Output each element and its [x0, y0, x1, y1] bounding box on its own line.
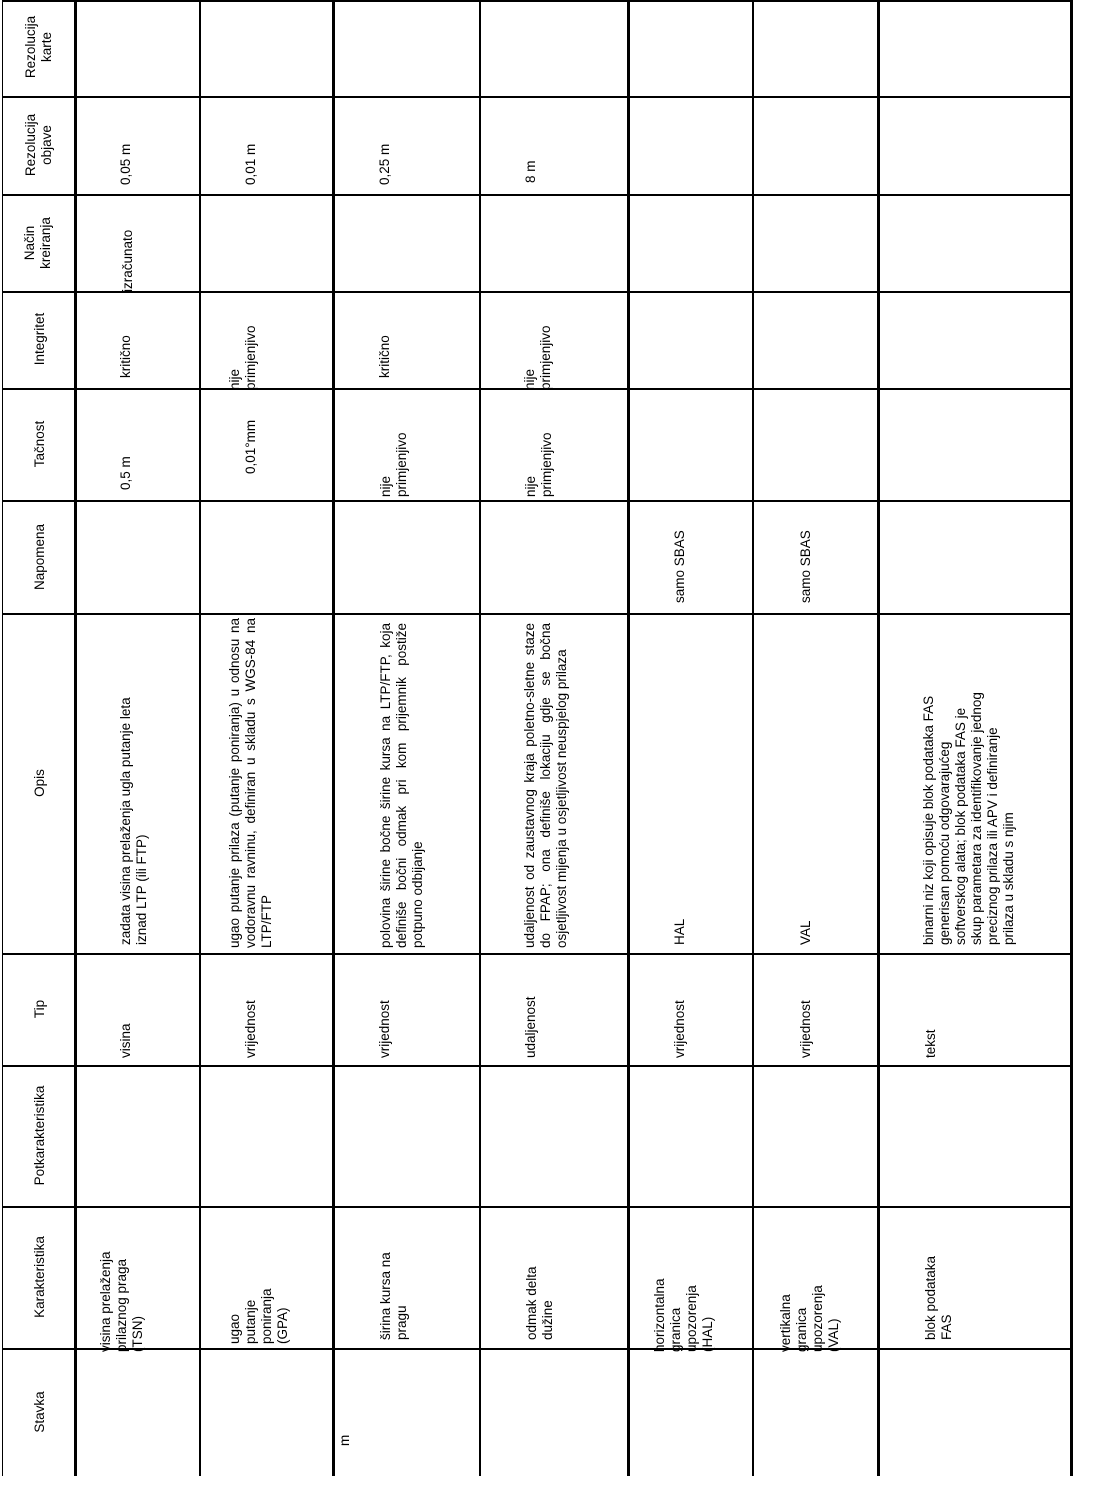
header-potkarakteristika: Potkarakteristika	[32, 1085, 47, 1186]
row3-tacnost: nije primjenjivo	[378, 432, 409, 497]
row3-integritet: kritično	[377, 335, 392, 378]
row4-opis: udaljenost od zaustavnog kraja poletno-sletne staze do FPAP; ona definiše lokaciju gdje se bočna osjetljivost mijenja u osjetljivost neuspjelog prilaza	[522, 623, 569, 948]
column-border	[2, 1065, 1073, 1067]
row5-opis: HAL	[672, 918, 687, 945]
column-border	[2, 96, 1073, 98]
row-border	[627, 0, 630, 1476]
row7-tip: tekst	[923, 1029, 938, 1058]
header-napomena: Napomena	[32, 523, 47, 591]
row5-napomena: samo SBAS	[672, 530, 687, 603]
row3-opis: polovina širine bočne širine kursa na LTP/FTP, koja definiše bočni odmak pri kom prijemnik postiže potpuno odbijanje	[378, 623, 425, 948]
row2-rezolucija-objave: 0,01 m	[243, 143, 258, 185]
row1-rezolucija-objave: 0,05 m	[118, 143, 133, 185]
row3-stavka: m	[337, 1434, 352, 1446]
header-opis: Opis	[32, 769, 47, 797]
row1-nacin-kreiranja: izračunato	[120, 229, 135, 292]
table-border-left	[2, 0, 3, 1476]
row1-karakteristika: visina prelaženja prilaznog praga (TSN)	[98, 1251, 145, 1352]
row1-tacnost: 0,5 m	[118, 456, 133, 490]
row6-karakteristika: vertikalna granica upozorenja (VAL)	[778, 1285, 841, 1352]
table-border-right	[1070, 0, 1073, 1476]
table-border-top	[2, 0, 1073, 2]
row3-rezolucija-objave: 0,25 m	[377, 143, 392, 185]
header-rezolucija-karte: Rezolucija karte	[23, 15, 54, 79]
row4-tip: udaljenost	[523, 996, 538, 1058]
row2-karakteristika: ugao putanje poniranja (GPA)	[227, 1288, 290, 1344]
column-border	[2, 291, 1073, 293]
header-integritet: Integritet	[32, 312, 47, 366]
row7-opis: binarni niz koji opisuje blok podataka FAS generisan pomoću odgovarajućeg softverskog alata; blok podataka FAS je skup parametara za identifikovanje jednog preciznog prilaza ili APV i definiranje prilaza u skladu s njim	[921, 692, 1016, 945]
header-row-border	[74, 0, 77, 1476]
row4-integritet: nije primjenjivo	[522, 325, 553, 390]
column-border	[2, 953, 1073, 955]
header-karakteristika: Karakteristika	[32, 1236, 47, 1318]
row5-karakteristika: horizontalna granica upozorenja (HAL)	[652, 1278, 715, 1352]
row1-integritet: kritično	[118, 335, 133, 378]
column-border	[2, 500, 1073, 502]
row-border	[332, 0, 335, 1476]
header-stavka: Stavka	[32, 1391, 47, 1433]
row6-opis: VAL	[798, 920, 813, 945]
row2-opis: ugao putanje prilaza (putanje poniranja) u odnosu na vodoravnu ravninu, definiran u skladu s WGS-84 na LTP/FTP	[227, 618, 274, 948]
row-border	[877, 0, 880, 1476]
row1-tip: visina	[118, 1023, 133, 1058]
header-tacnost: Tačnost	[32, 420, 47, 468]
row1-opis: zadata visina prelaženja ugla putanje leta iznad LTP (ili FTP)	[118, 697, 149, 945]
row2-tacnost: 0,01°mm	[243, 419, 258, 474]
row4-karakteristika: odmak delta dužine	[524, 1266, 555, 1340]
row3-tip: vrijednost	[377, 1000, 392, 1058]
row2-integritet: nije primjenjivo	[227, 325, 258, 390]
row7-karakteristika: blok podataka FAS	[923, 1255, 954, 1340]
column-border	[2, 1206, 1073, 1208]
row-border	[752, 0, 754, 1476]
row-border	[479, 0, 481, 1476]
row6-tip: vrijednost	[798, 1000, 813, 1058]
header-nacin-kreiranja: Način kreiranja	[22, 217, 53, 269]
row6-napomena: samo SBAS	[798, 530, 813, 603]
header-tip: Tip	[32, 999, 47, 1019]
row5-tip: vrijednost	[672, 1000, 687, 1058]
row-border	[199, 0, 201, 1476]
row4-tacnost: nije primjenjivo	[523, 432, 554, 497]
row4-rezolucija-objave: 8 m	[523, 160, 538, 183]
column-border	[2, 194, 1073, 196]
column-border	[2, 1348, 1073, 1350]
column-border	[2, 613, 1073, 615]
row2-tip: vrijednost	[243, 1000, 258, 1058]
row3-karakteristika: širina kursa na pragu	[378, 1252, 409, 1340]
header-rezolucija-objave: Rezolucija objave	[23, 113, 54, 177]
